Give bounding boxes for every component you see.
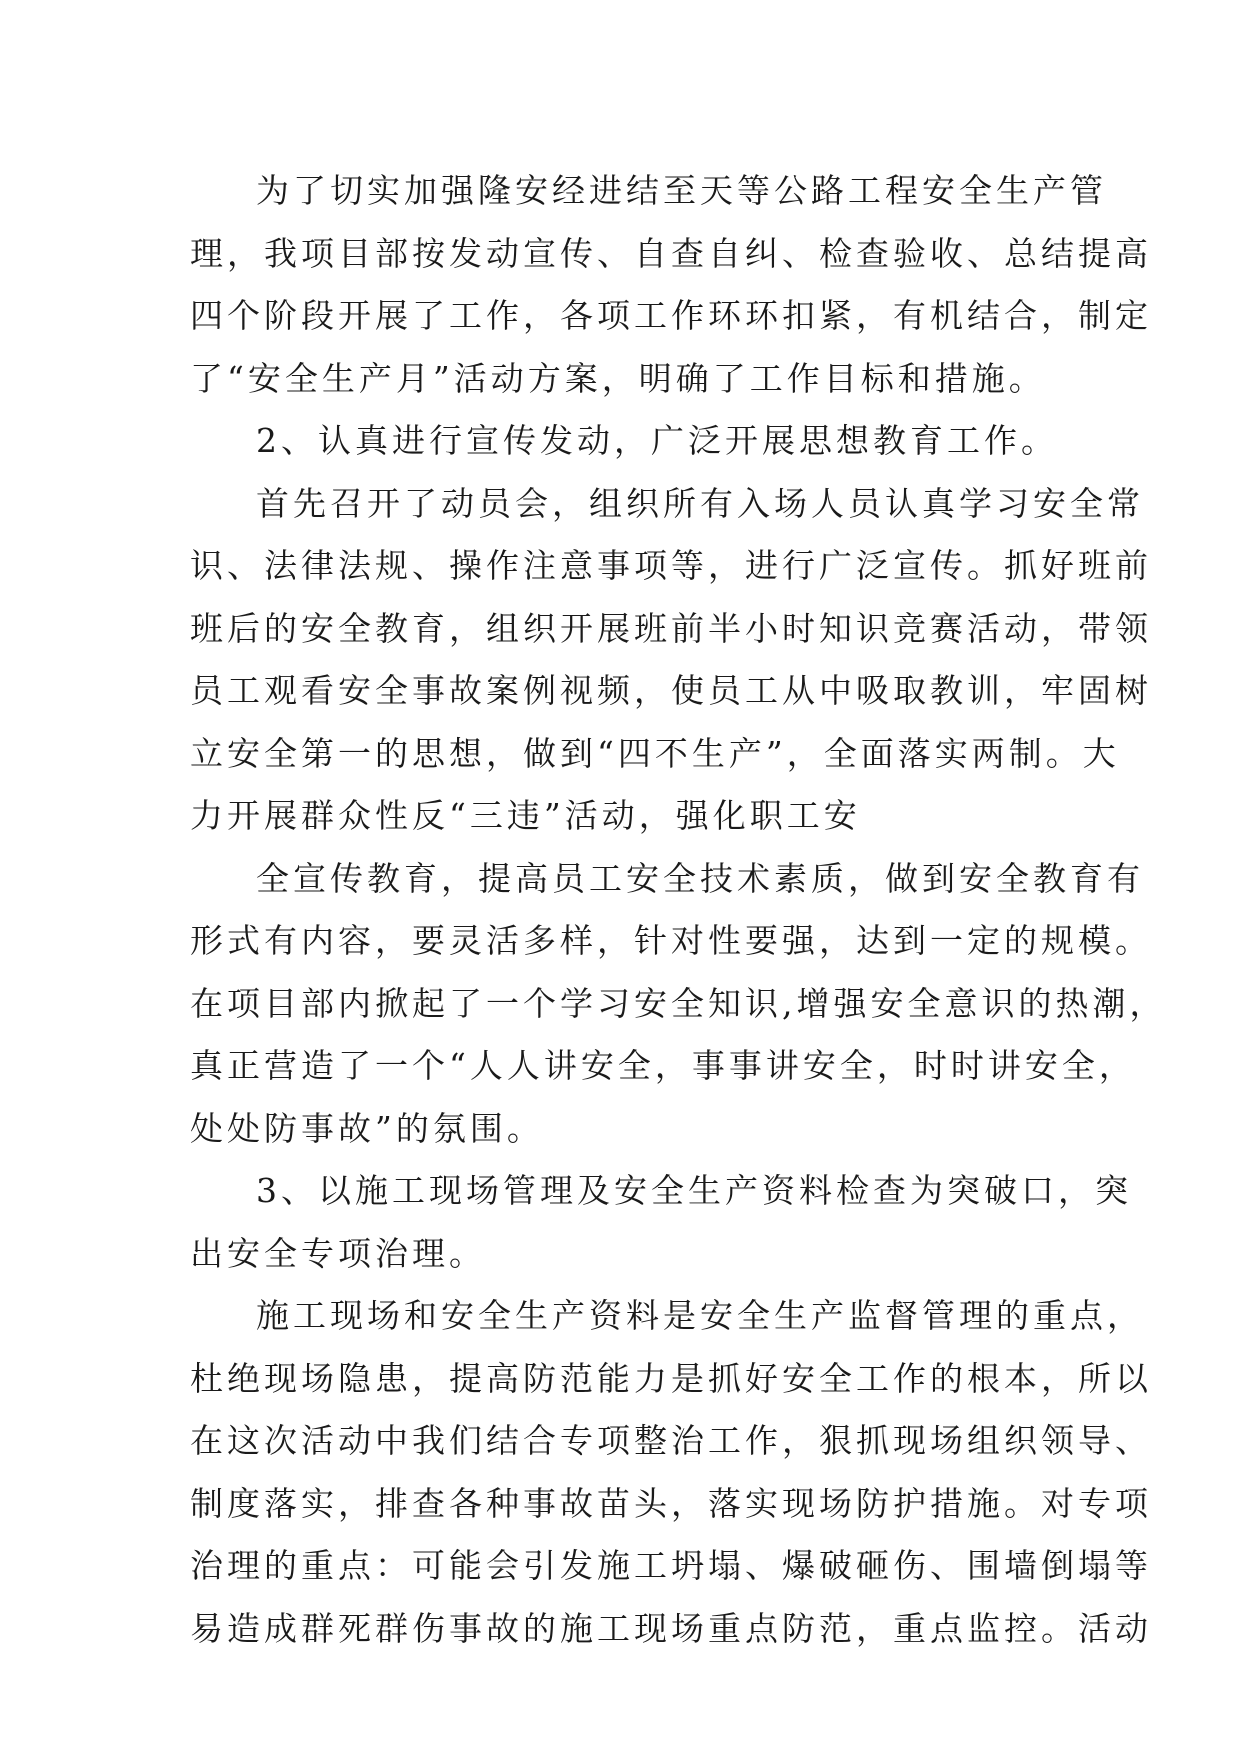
text-line: 杜绝现场隐患，提高防范能力是抓好安全工作的根本，所以	[190, 1358, 1152, 1398]
text-line: 制度落实，排查各种事故苗头，落实现场防护措施。对专项	[190, 1483, 1152, 1523]
text-line: 施工现场和安全生产资料是安全生产监督管理的重点，	[256, 1296, 1144, 1335]
text-line: 立安全第一的思想，做到“四不生产”，全面落实两制。大	[190, 733, 1120, 773]
text-line: 力开展群众性反“三违”活动，强化职工安	[190, 796, 861, 835]
text-line: 员工观看安全事故案例视频，使员工从中吸取教训，牢固树	[190, 671, 1152, 710]
section-heading-2: 2、认真进行宣传发动，广泛开展思想教育工作。	[256, 421, 1058, 460]
text-line: 易造成群死群伤事故的施工现场重点防范，重点监控。活动	[190, 1608, 1152, 1648]
document-body	[190, 160, 1167, 1660]
text-line: 班后的安全教育，组织开展班前半小时知识竞赛活动，带领	[190, 608, 1152, 648]
text-line: 处处防事故”的氛围。	[190, 1108, 544, 1148]
text-line: 为了切实加强隆安经进结至天等公路工程安全生产管	[256, 171, 1107, 210]
text-line: 全宣传教育，提高员工安全技术素质，做到安全教育有	[256, 858, 1144, 898]
section-heading-3: 3、以施工现场管理及安全生产资料检查为突破口，突	[256, 1171, 1132, 1210]
text-line: 真正营造了一个“人人讲安全，事事讲安全，时时讲安全，	[190, 1046, 1136, 1085]
text-line: 在这次活动中我们结合专项整治工作，狠抓现场组织领导、	[190, 1421, 1152, 1460]
text-line: 首先召开了动员会，组织所有入场人员认真学习安全常	[256, 483, 1144, 523]
text-line: 理，我项目部按发动宣传、自查自纠、检查验收、总结提高	[190, 233, 1152, 273]
text-line: 识、法律法规、操作注意事项等，进行广泛宣传。抓好班前	[190, 546, 1152, 585]
text-line: 形式有内容，要灵活多样，针对性要强，达到一定的规模。	[190, 921, 1152, 960]
text-line: 在项目部内掀起了一个学习安全知识,增强安全意识的热潮，	[190, 983, 1167, 1023]
text-line: 四个阶段开展了工作，各项工作环环扣紧，有机结合，制定	[190, 296, 1152, 335]
text-line: 出安全专项治理。	[190, 1233, 486, 1273]
text-line: 了“安全生产月”活动方案，明确了工作目标和措施。	[190, 358, 1046, 398]
text-line: 治理的重点：可能会引发施工坍塌、爆破砸伤、围墙倒塌等	[190, 1546, 1152, 1585]
